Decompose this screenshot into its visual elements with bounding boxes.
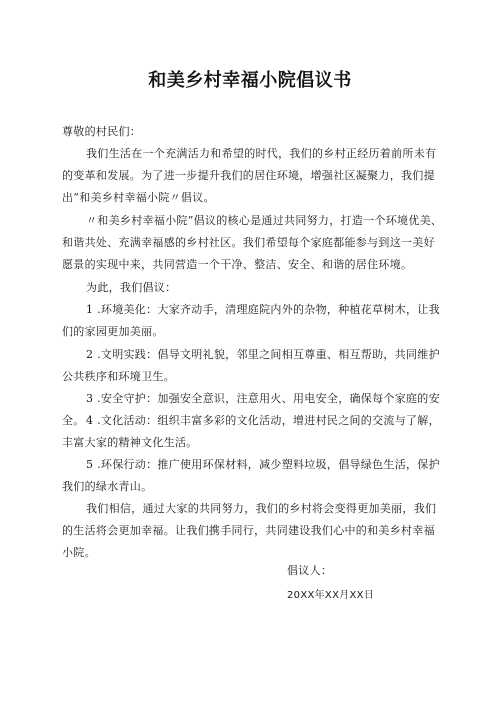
paragraph-closing: 我们相信，通过大家的共同努力，我们的乡村将会变得更加美丽，我们的生活将会更加幸福。让我们携手同行，共同建设我们心中的和美乡村幸福小院。 bbox=[62, 502, 437, 559]
salutation: 尊敬的村民们： bbox=[62, 125, 142, 138]
paragraph-core: 〃和美乡村幸福小院”倡议的核心是通过共同努力，打造一个环境优美、和谐共处、充满幸福感的乡村社区。我们希望每个家庭都能参与到这一美好愿景的实现中来，共同营造一个干净、整洁、安全、和谐的居住环境。 bbox=[62, 214, 443, 271]
signature-date: 20XX年XX月XX日 bbox=[287, 590, 375, 601]
paragraph-proposal-lead: 为此，我们倡议： bbox=[86, 281, 177, 294]
proposal-item-eco: 5 .环保行动：推广使用环保材料，减少塑料垃圾，倡导绿色生活，保护我们的绿水青山。 bbox=[62, 458, 440, 493]
paragraph-intro: 我们生活在一个充满活力和希望的时代，我们的乡村正经历着前所未有的变革和发展。为了进一步提升我们的居住环境，增强社区凝聚力，我们提出“和美乡村幸福小院〃倡议。 bbox=[62, 147, 437, 204]
proposal-item-safety: 3 .安全守护：加强安全意识，注意用火、用电安全，确保每个家庭的安全。 bbox=[62, 392, 440, 427]
proposal-item-culture: 4 .文化活动：组织丰富多彩的文化活动，增进村民之间的交流与了解，丰富大家的精神文化生活。 bbox=[62, 414, 440, 449]
signature-label: 倡议人： bbox=[287, 564, 333, 577]
proposal-item-environment: 1 .环境美化：大家齐动手，清理庭院内外的杂物，种植花草树木，让我们的家园更加美丽。 bbox=[62, 303, 440, 338]
document-title: 和美乡村幸福小院倡议书 bbox=[148, 70, 352, 91]
proposal-item-civility: 2 .文明实践：倡导文明礼貌，邻里之间相互尊重、相互帮助，共同维护公共秩序和环境卫生。 bbox=[62, 348, 440, 383]
